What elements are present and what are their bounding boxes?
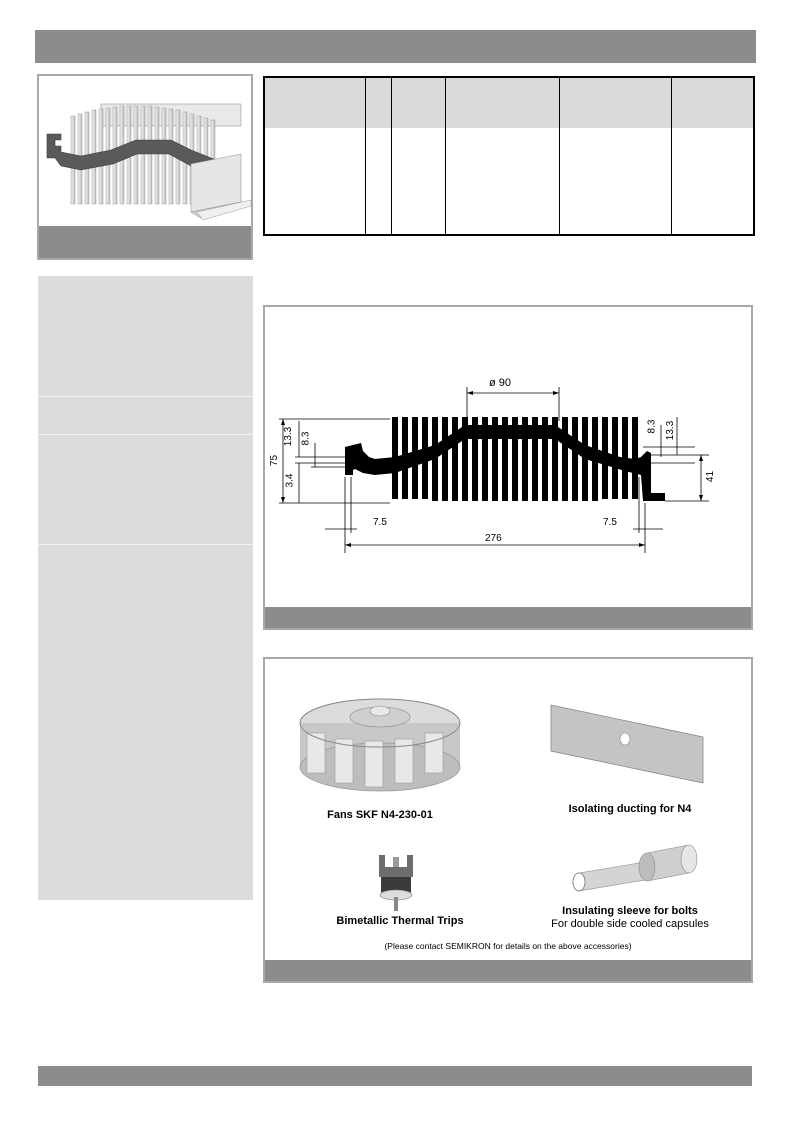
dim-276-label: 276 — [485, 533, 502, 544]
dim-diameter-label: ø 90 — [489, 377, 512, 389]
spec-table-header — [265, 78, 753, 128]
dim-8-3-left-label: 8.3 — [300, 431, 312, 446]
heatsink-dimension-drawing — [265, 307, 751, 607]
dim-75-label: 75 — [269, 454, 281, 467]
ducting-label: Isolating ducting for N4 — [568, 803, 692, 815]
dimension-drawing-panel — [263, 305, 753, 630]
accessories-panel — [263, 657, 753, 983]
drawing-caption-bar — [265, 607, 751, 628]
panel-divider — [38, 544, 253, 545]
fan-image — [295, 695, 465, 805]
dim-41-label: 41 — [705, 470, 717, 483]
thermal-trips-label: Bimetallic Thermal Trips — [336, 915, 464, 927]
heatsink-photo — [41, 94, 251, 244]
header-bar — [35, 30, 756, 63]
panel-divider — [38, 434, 253, 435]
footer-bar — [38, 1066, 752, 1086]
panel-divider — [38, 396, 253, 397]
dim-3-4-label: 3.4 — [284, 473, 296, 488]
side-info-panel — [38, 276, 253, 900]
table-divider — [365, 78, 366, 234]
spec-table — [263, 76, 755, 236]
dim-7-5-left-label: 7.5 — [373, 517, 387, 528]
dim-13-3-right-label: 13.3 — [665, 420, 677, 441]
sleeve-label: Insulating sleeve for bolts — [562, 905, 698, 917]
table-divider — [445, 78, 446, 234]
photo-caption-bar — [39, 226, 251, 258]
product-photo-panel — [37, 74, 253, 260]
sleeve-sublabel: For double side cooled capsules — [551, 918, 709, 930]
table-divider — [671, 78, 672, 234]
dim-7-5-right-label: 7.5 — [603, 517, 617, 528]
table-divider — [559, 78, 560, 234]
ducting-image — [549, 703, 709, 793]
dim-13-3-left-label: 13.3 — [283, 426, 295, 447]
fans-label: Fans SKF N4-230-01 — [327, 809, 433, 821]
table-divider — [391, 78, 392, 234]
dim-8-3-right-label: 8.3 — [646, 419, 658, 434]
accessories-note: (Please contact SEMIKRON for details on the above accessories) — [384, 941, 632, 951]
insulating-sleeve-image — [571, 837, 701, 897]
accessories-caption-bar — [265, 960, 751, 981]
thermal-trip-image — [371, 853, 421, 913]
